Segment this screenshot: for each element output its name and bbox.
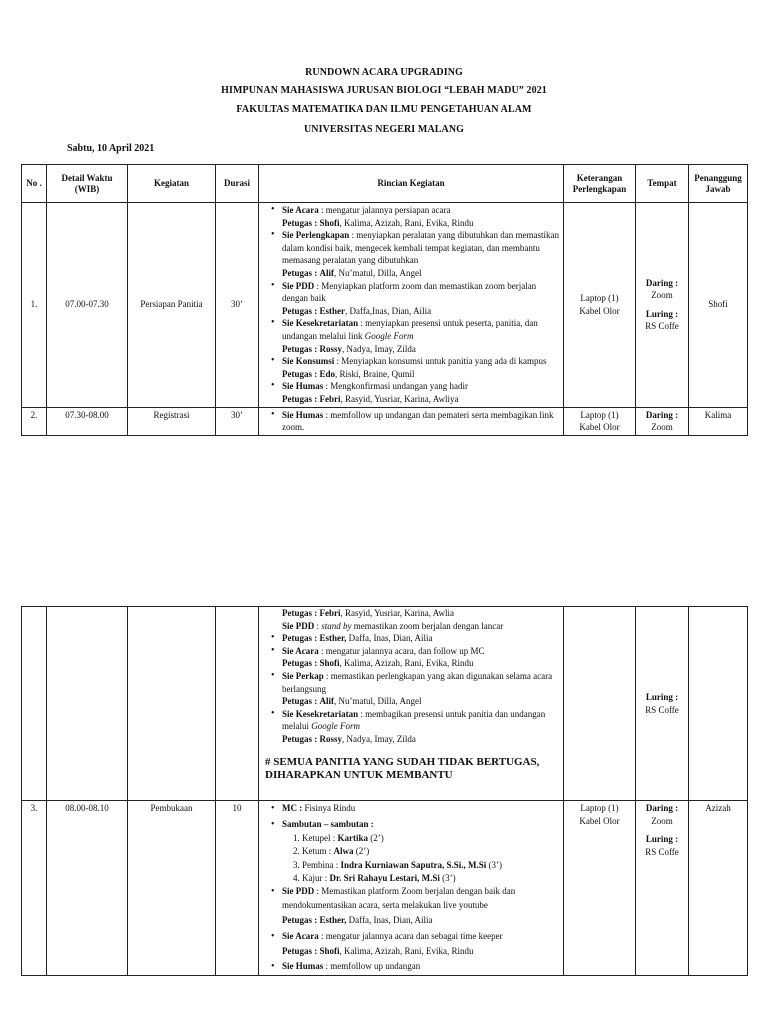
table-row <box>22 407 748 435</box>
row-keterangan: Laptop (1) Kabel Olor <box>564 203 636 408</box>
list-item: • Petugas : Esther, Daffa, Inas, Dian, Ailia <box>282 632 560 645</box>
row-durasi: 30’ <box>216 407 259 435</box>
doc-date: Sabtu, 10 April 2021 <box>67 143 155 154</box>
col-header-waktu: Detail Waktu (WIB) <box>47 165 128 203</box>
list-item: • Sie Perlengkapan : menyiapkan peralatan yang dibutuhkan dan memastikan dalam kondisi baik, mengecek kembali tempat kegiatan, dan membantu memasang peralatan yang dibutuhkan Petugas : Alif, Nu’matul, Dilla, Angel <box>282 229 560 279</box>
col-header-tempat: Tempat <box>636 165 689 203</box>
list-item: • MC : Fisinya Rindu <box>282 802 560 815</box>
list-item: • Sie Acara : mengatur jalannya acara dan sebagai time keeper Petugas : Shofi, Kalima, Azizah, Rani, Evika, Rindu <box>282 930 560 959</box>
row-rincian <box>259 203 564 408</box>
list-item: 1. Ketupel : Kartika (2’) <box>302 832 560 845</box>
row-waktu: 07.30-08.00 <box>47 407 128 435</box>
col-header-durasi: Durasi <box>216 165 259 203</box>
list-item: • Sie Kesekretariatan : menyiapkan presensi untuk peserta, panitia, dan undangan melalui link Google Form Petugas : Rossy, Nadya, Imay, Zilda <box>282 317 560 355</box>
row-kegiatan: Pembukaan <box>128 801 216 976</box>
col-header-keterangan: Keterangan Perlengkapan <box>564 165 636 203</box>
list-item: Petugas : Febri, Rasyid, Yusriar, Karina, Awlia Sie PDD : stand by memastikan zoom berjalan dengan lancar <box>282 608 504 631</box>
list-item: • Sie Kesekretariatan : membagikan presensi untuk panitia dan undangan melalui Google Form Petugas : Rossy, Nadya, Imay, Zilda <box>282 708 560 746</box>
table-header-row <box>22 165 748 203</box>
row-durasi: 10 <box>216 801 259 976</box>
row-no: 3. <box>22 801 47 976</box>
row-pj: Kalima <box>689 407 748 435</box>
list-item: • Sie PDD : Menyiapkan platform zoom dan memastikan zoom berjalan dengan baik Petugas : Esther, Daffa,Inas, Dian, Ailia <box>282 280 560 318</box>
list-item: • Sie Perkap : memastikan perlengkapan yang akan digunakan selama acara berlangsung Petugas : Alif, Nu’matul, Dilla, Angel <box>282 670 560 708</box>
row-kegiatan: Registrasi <box>128 407 216 435</box>
doc-subtitle-org: HIMPUNAN MAHASISWA JURUSAN BIOLOGI “LEBAH MADU” 2021 <box>221 85 547 96</box>
row-tempat: Daring : Zoom Luring : RS Coffe <box>636 203 689 408</box>
row-waktu: 08.00-08.10 <box>47 801 128 976</box>
row-pj: Shofi <box>689 203 748 408</box>
col-header-kegiatan: Kegiatan <box>128 165 216 203</box>
list-item: • Sie Humas : Mengkonfirmasi undangan yang hadir Petugas : Febri, Rasyid, Yusriar, Karina, Awliya <box>282 380 560 405</box>
col-header-no: No . <box>22 165 47 203</box>
row-tempat: Daring : Zoom <box>636 407 689 435</box>
row-rincian <box>259 407 564 435</box>
rundown-table-2 <box>21 606 748 976</box>
row-rincian <box>259 607 564 801</box>
row-no: 2. <box>22 407 47 435</box>
table-row-continued <box>22 607 748 801</box>
doc-title: RUNDOWN ACARA UPGRADING <box>305 67 463 78</box>
list-item: • Sie Konsumsi : Menyiapkan konsumsi untuk panitia yang ada di kampus Petugas : Edo, Riski, Braine, Qumil <box>282 355 560 380</box>
row-durasi: 30’ <box>216 203 259 408</box>
row-waktu: 07.00-07.30 <box>47 203 128 408</box>
table-row <box>22 203 748 408</box>
row-kegiatan: Persiapan Panitia <box>128 203 216 408</box>
row-keterangan: Laptop (1) Kabel Olor <box>564 407 636 435</box>
row-tempat: Daring : Zoom Luring : RS Coffe <box>636 801 689 976</box>
note-text: # SEMUA PANITIA YANG SUDAH TIDAK BERTUGAS, DIHARAPKAN UNTUK MEMBANTU <box>265 755 540 781</box>
row-no: 1. <box>22 203 47 408</box>
list-item: • Sie Humas : memfollow up undangan dan pemateri serta membagikan link zoom. <box>282 409 560 434</box>
list-item: • Sie Humas : memfollow up undangan <box>282 960 560 973</box>
row-tempat: Luring : RS Coffe <box>636 607 689 801</box>
list-item: • Sie Acara : mengatur jalannya persiapan acara Petugas : Shofi, Kalima, Azizah, Rani, Evika, Rindu <box>282 204 560 229</box>
col-header-pj: Penanggung Jawab <box>689 165 748 203</box>
list-item: • Sie Acara : mengatur jalannya acara, dan follow up MC Petugas : Shofi, Kalima, Azizah, Rani, Evika, Rindu <box>282 645 560 670</box>
row-keterangan: Laptop (1) Kabel Olor <box>564 801 636 976</box>
doc-subtitle-faculty: FAKULTAS MATEMATIKA DAN ILMU PENGETAHUAN ALAM <box>236 104 532 115</box>
rundown-table-1 <box>21 164 748 436</box>
list-item: • Sambutan – sambutan : 1. Ketupel : Kartika (2’) 2. Ketum : Alwa (2’) 3. Pembina : Indra Kurniawan Saputra, S.Si., M.Si (3’) 4. Kajur : Dr. Sri Rahayu Lestari, M.Si (3’) <box>282 818 560 885</box>
row-pj: Azizah <box>689 801 748 976</box>
list-item: • Sie PDD : Memastikan platform Zoom berjalan dengan baik dan mendokumentasikan acara, serta melakukan live youtube Petugas : Esther, Daffa, Inas, Dian, Ailia <box>282 885 560 927</box>
doc-subtitle-university: UNIVERSITAS NEGERI MALANG <box>303 124 465 135</box>
col-header-rincian: Rincian Kegiatan <box>259 165 564 203</box>
row-rincian <box>259 801 564 976</box>
list-item: 3. Pembina : Indra Kurniawan Saputra, S.Si., M.Si (3’) <box>302 859 560 872</box>
table-row <box>22 801 748 976</box>
list-item: 4. Kajur : Dr. Sri Rahayu Lestari, M.Si (3’) <box>302 872 560 885</box>
list-item: 2. Ketum : Alwa (2’) <box>302 845 560 858</box>
